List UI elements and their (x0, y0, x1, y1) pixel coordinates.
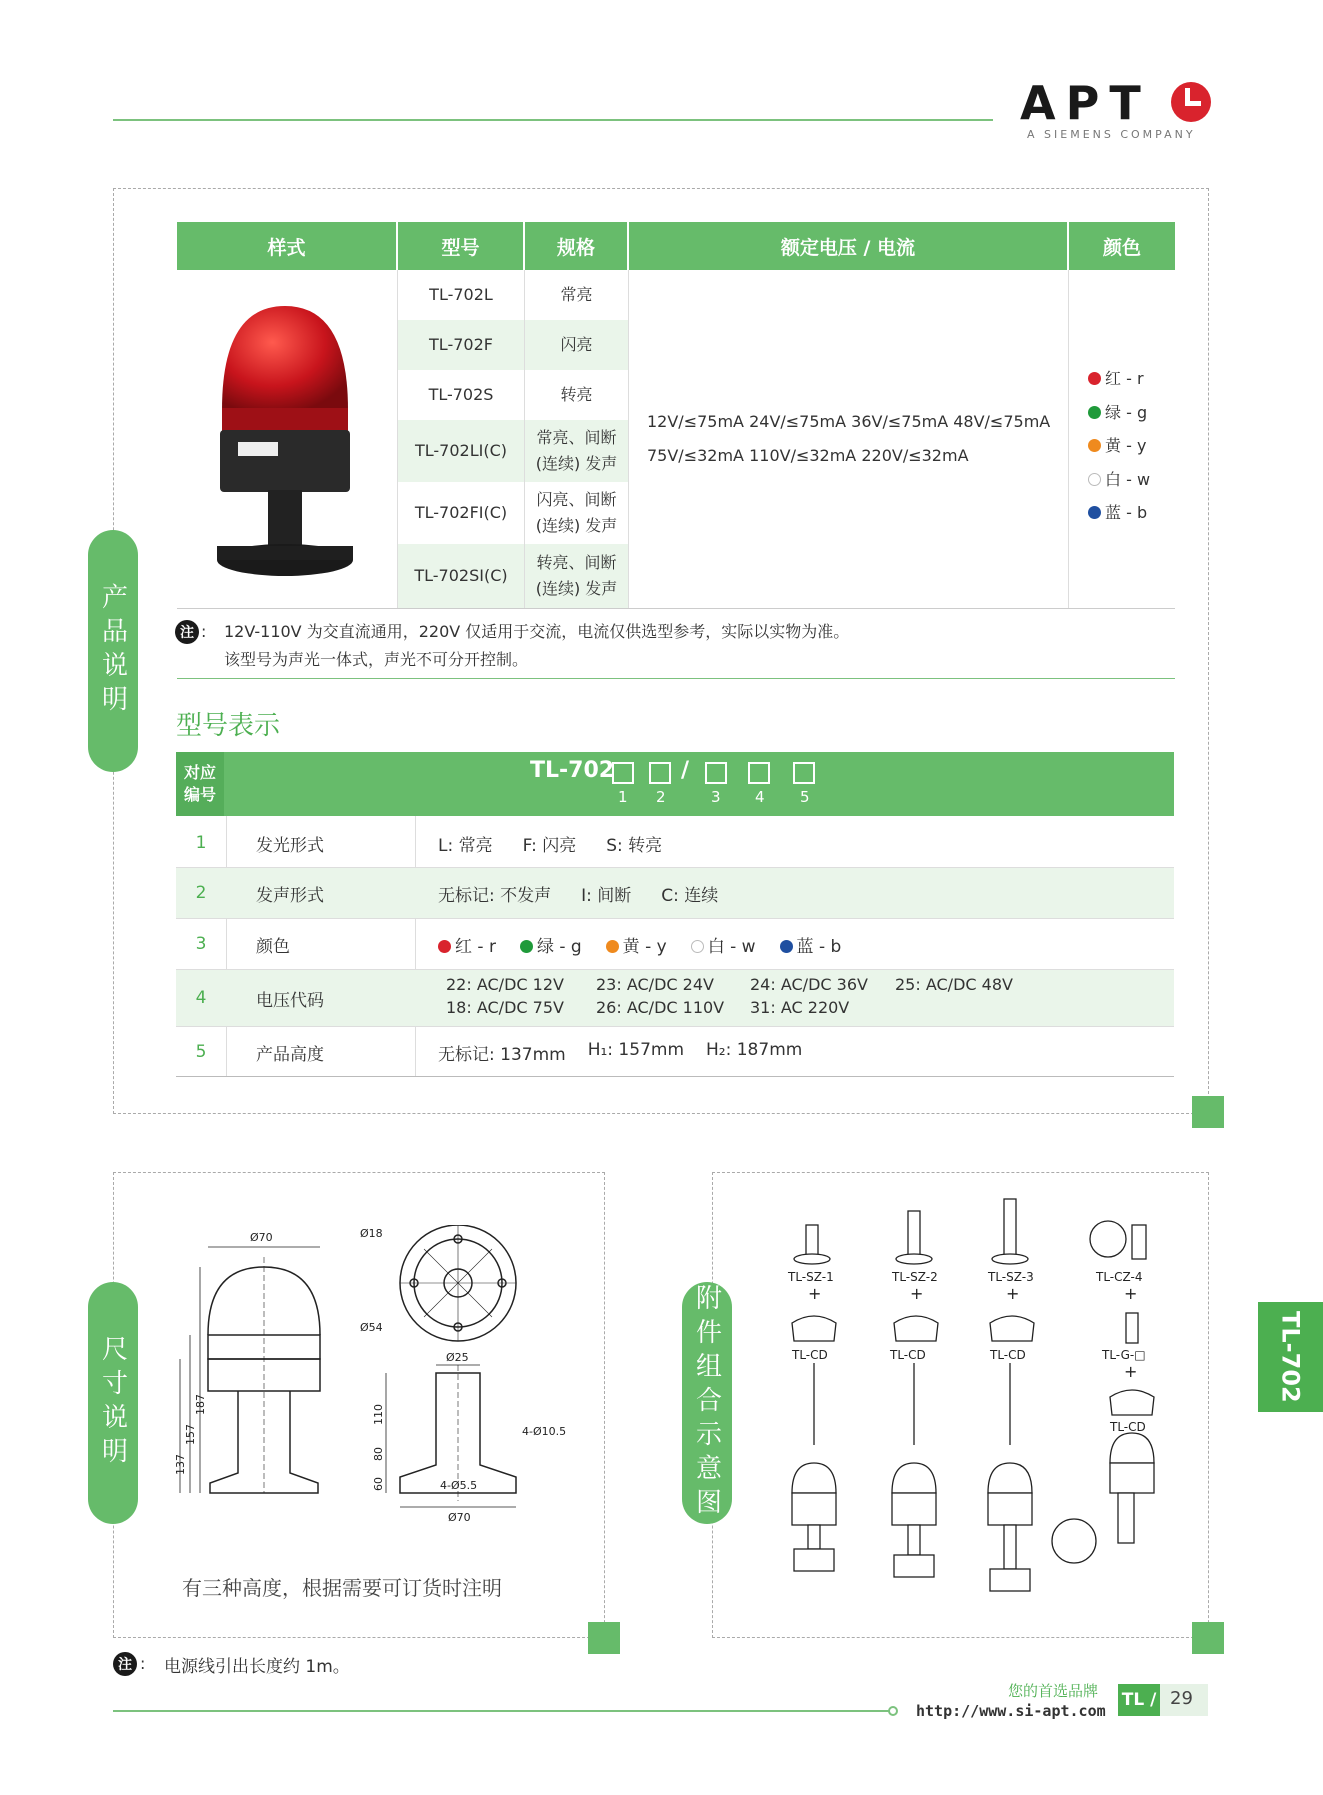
t1-model-cell: TL-702SI(C) (398, 544, 524, 608)
cd-label: TL-CD (990, 1348, 1026, 1362)
t2-bottom-rule (176, 1076, 1174, 1077)
note1-line1: 12V-110V 为交直流通用，220V 仅适用于交流，电流仅供选型参考，实际以实物为准。 (224, 622, 850, 641)
logo-clock-icon (1171, 82, 1211, 122)
blue-dot-icon (780, 940, 793, 953)
t1-model-cell: TL-702F (398, 320, 524, 370)
section-pill-product: 产品说明 (88, 530, 138, 772)
t1-header-style: 样式 (177, 222, 396, 270)
note1-line2: 该型号为声光一体式，声光不可分开控制。 (224, 650, 529, 669)
footer-dot-icon (888, 1706, 898, 1716)
cd-label: TL-CD (1110, 1420, 1146, 1434)
footer-rule (113, 1710, 893, 1712)
accessory-diagram (770, 1195, 1170, 1595)
blue-dot-icon (1088, 506, 1101, 519)
t1-header-model: 型号 (398, 222, 523, 270)
plus-sign: + (1006, 1284, 1020, 1303)
code-slash: / (681, 758, 690, 783)
code-num-5: 5 (800, 788, 810, 806)
code-num-3: 3 (711, 788, 721, 806)
brand-subtitle: A SIEMENS COMPANY (1027, 128, 1196, 141)
plus-sign: + (1124, 1362, 1138, 1381)
panel-corner (1192, 1096, 1224, 1128)
mount-label: TL-CZ-4 (1096, 1270, 1143, 1284)
cd-label: TL-CD (890, 1348, 926, 1362)
t1-spec-cell: 常亮、间断 (连续) 发声 (525, 420, 628, 482)
code-num-4: 4 (755, 788, 765, 806)
brand-logo: APT (1020, 76, 1151, 130)
color-item-yellow: 黄 - y (1088, 429, 1150, 463)
code-slot-3 (705, 762, 727, 784)
note-badge: 注 (113, 1652, 137, 1676)
t1-model-cell: TL-702FI(C) (414, 503, 508, 523)
t2-row-sound: 2 发声形式 无标记: 不发声 I: 间断 C: 连续 (176, 868, 1174, 918)
t1-spec-cell: 转亮 (560, 385, 593, 405)
dimension-caption: 有三种高度，根据需要可订货时注明 (182, 1576, 502, 1600)
code-num-2: 2 (656, 788, 666, 806)
t2-row-height: 5 产品高度 无标记: 137mm H₁: 157mm H₂: 187mm (195, 1039, 803, 1065)
t2-header-index: 对应 编号 (176, 752, 224, 816)
red-dot-icon (438, 940, 451, 953)
t2-header (176, 752, 1174, 816)
section-pill-dimension: 尺寸说明 (88, 1282, 138, 1524)
t1-header-color: 颜色 (1069, 222, 1175, 270)
color-item-white: 白 - w (1088, 463, 1150, 497)
section-divider (177, 678, 1175, 679)
t2-row-light: 1 发光形式 L: 常亮 F: 闪亮 S: 转亮 (195, 833, 663, 856)
code-slot-4 (748, 762, 770, 784)
dim-label: Ø70 (250, 1231, 273, 1244)
t1-bottom-rule (177, 608, 1175, 609)
dim-label: 4-Ø10.5 (522, 1425, 567, 1438)
note2-text: 电源线引出长度约 1m。 (164, 1657, 350, 1677)
page-number: 29 (1170, 1688, 1193, 1709)
dim-label: Ø25 (446, 1351, 469, 1364)
section-pill-accessory: 附件组合示意图 (682, 1282, 732, 1524)
t1-model-cell: TL-702L (429, 285, 493, 305)
t1-voltage-line2: 75V/≤32mA 110V/≤32mA 220V/≤32mA (647, 446, 969, 465)
t1-divider (628, 270, 629, 608)
dim-label: 157 (184, 1424, 197, 1445)
mount-label: TL-SZ-1 (788, 1270, 834, 1284)
code-num-1: 1 (618, 788, 628, 806)
plus-sign: + (910, 1284, 924, 1303)
color-item-blue: 蓝 - b (1088, 496, 1150, 530)
plus-sign: + (1124, 1284, 1138, 1303)
t1-spec-cell: 闪亮 (525, 320, 628, 370)
page-tag-label: TL / (1118, 1684, 1160, 1716)
t1-spec-cell: 常亮 (560, 285, 593, 305)
t2-code-prefix: TL-702 (530, 758, 615, 783)
white-dot-icon (1088, 473, 1101, 486)
t1-divider (1068, 270, 1069, 608)
plus-sign: + (808, 1284, 822, 1303)
voltage-code: 31: AC 220V (750, 998, 850, 1017)
footer-slogan: 您的首选品牌 (1008, 1682, 1099, 1700)
t1-voltage-line1: 12V/≤75mA 24V/≤75mA 36V/≤75mA 48V/≤75mA (647, 412, 1051, 431)
green-dot-icon (1088, 406, 1101, 419)
dim-label: 4-Ø5.5 (440, 1479, 478, 1492)
header-rule (113, 119, 993, 121)
dim-label: 187 (194, 1394, 207, 1415)
color-item-green: 绿 - g (1088, 396, 1150, 430)
t1-spec-cell: 闪亮、间断 (连续) 发声 (535, 490, 618, 535)
t1-header-spec: 规格 (525, 222, 627, 270)
yellow-dot-icon (606, 940, 619, 953)
voltage-code: 18: AC/DC 75V (446, 998, 564, 1017)
voltage-code: 22: AC/DC 12V (446, 975, 564, 994)
dim-label: Ø54 (360, 1321, 383, 1334)
cd-label: TL-CD (792, 1348, 828, 1362)
voltage-code: 25: AC/DC 48V (895, 975, 1013, 994)
note-colon: : (201, 622, 207, 641)
note-colon: : (140, 1654, 146, 1673)
dim-label: 60 (372, 1477, 385, 1491)
dim-label: 137 (174, 1454, 187, 1475)
product-side-tab: TL-702 (1258, 1302, 1323, 1412)
product-lamp-image (200, 290, 370, 590)
t1-spec-cell: 转亮、间断 (连续) 发声 (525, 544, 628, 608)
dim-label: 110 (372, 1404, 385, 1425)
t1-header-voltage: 额定电压 / 电流 (629, 222, 1067, 270)
green-dot-icon (520, 940, 533, 953)
model-code-title: 型号表示 (176, 711, 281, 741)
voltage-code: 26: AC/DC 110V (596, 998, 725, 1017)
footer-url[interactable]: http://www.si-apt.com (916, 1702, 1106, 1720)
dim-label: Ø70 (448, 1511, 471, 1524)
t1-color-list (1088, 362, 1150, 530)
white-dot-icon (691, 940, 704, 953)
t1-model-cell: TL-702S (428, 385, 494, 405)
dim-label: Ø18 (360, 1227, 383, 1240)
code-slot-5 (793, 762, 815, 784)
t2-row-color: 3 颜色 红 - r 绿 - g 黄 - y 白 - w 蓝 - b (195, 934, 842, 957)
mount-label: TL-SZ-2 (892, 1270, 938, 1284)
code-slot-1 (612, 762, 634, 784)
panel-corner (588, 1622, 620, 1654)
t2-row-voltage: 4 电压代码 (176, 970, 1174, 1026)
yellow-dot-icon (1088, 439, 1101, 452)
color-item-red: 红 - r (1088, 362, 1150, 396)
voltage-code: 24: AC/DC 36V (750, 975, 868, 994)
panel-corner (1192, 1622, 1224, 1654)
mount-label: TL-SZ-3 (988, 1270, 1034, 1284)
code-slot-2 (649, 762, 671, 784)
note-badge: 注 (175, 620, 199, 644)
dimension-drawing (160, 1225, 600, 1535)
g-label: TL-G-□ (1102, 1348, 1146, 1362)
red-dot-icon (1088, 372, 1101, 385)
t1-model-cell: TL-702LI(C) (398, 420, 524, 482)
dim-label: 80 (372, 1447, 385, 1461)
voltage-code: 23: AC/DC 24V (596, 975, 714, 994)
